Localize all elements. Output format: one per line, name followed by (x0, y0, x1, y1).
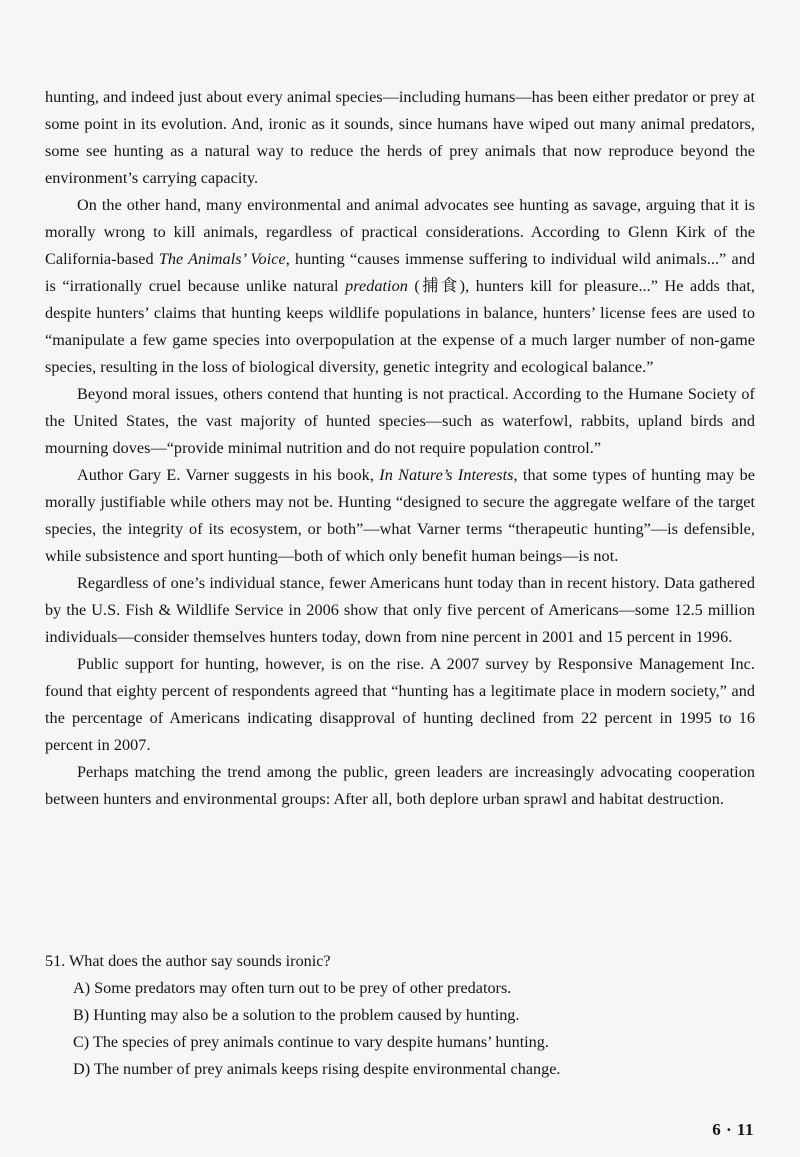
question-stem: 51. What does the author say sounds ironic? (45, 952, 331, 970)
paragraph-2 (45, 192, 755, 381)
option-b[interactable]: B) Hunting may also be a solution to the problem caused by hunting. (73, 1006, 520, 1024)
question-51 (45, 948, 755, 1083)
book-title-natures-interests: In Nature’s Interests (379, 466, 514, 484)
paragraph-4-text-a: Author Gary E. Varner suggests in his book, (77, 466, 380, 484)
option-c[interactable]: C) The species of prey animals continue to vary despite humans’ hunting. (73, 1033, 549, 1051)
term-predation: predation (345, 277, 408, 295)
page-number: 6 · 11 (712, 1120, 754, 1139)
paragraph-4 (45, 462, 755, 570)
paragraph-2-text-a: On the other hand, many environmental and animal advocates see hunting as savage, arguing that it is morally wrong to kill animals, regardless of practical considerations. According to Glenn Kirk of the California-based (45, 196, 755, 268)
paragraph-6: Public support for hunting, however, is on the rise. A 2007 survey by Responsive Management Inc. found that eighty percent of respondents agreed that “hunting has a legitimate place in modern society,” and the percentage of Americans indicating disapproval of hunting declined from 22 percent in 1995 to 16 percent in 2007. (45, 655, 755, 754)
option-d[interactable]: D) The number of prey animals keeps rising despite environmental change. (73, 1060, 561, 1078)
answer-options (45, 975, 755, 1083)
paragraph-5: Regardless of one’s individual stance, fewer Americans hunt today than in recent history. Data gathered by the U.S. Fish & Wildlife Service in 2006 show that only five percent of Americans—some 12.5 million individuals—consider themselves hunters today, down from nine percent in 2001 and 15 percent in 1996. (45, 574, 755, 646)
paragraph-2-text-b: , hunting “causes immense suffering to individual wild animals...” and is “irrationally cruel because unlike natural (45, 250, 755, 295)
option-a[interactable]: A) Some predators may often turn out to be prey of other predators. (73, 979, 512, 997)
reading-passage (45, 84, 755, 813)
paragraph-7: Perhaps matching the trend among the public, green leaders are increasingly advocating cooperation between hunters and environmental groups: After all, both deplore urban sprawl and habitat destruction. (45, 763, 755, 808)
paragraph-4-text-b: , that some types of hunting may be morally justifiable while others may not be. Hunting “designed to secure the aggregate welfare of the target species, the integrity of its ecosystem, or both”—what Varner terms “therapeutic hunting”—is defensible, while subsistence and sport hunting—both of which only benefit human beings—is not. (45, 466, 755, 565)
paragraph-2-text-c: (捕食), hunters kill for pleasure...” He adds that, despite hunters’ claims that hunting keeps wildlife populations in balance, hunters’ license fees are used to “manipulate a few game species into overpopulation at the expense of a much larger number of non-game species, resulting in the loss of biological diversity, genetic integrity and ecological balance.” (45, 277, 755, 376)
paragraph-3: Beyond moral issues, others contend that hunting is not practical. According to the Humane Society of the United States, the vast majority of hunted species—such as waterfowl, rabbits, upland birds and mourning doves—“provide minimal nutrition and do not require population control.” (45, 385, 755, 457)
book-title-animals-voice: The Animals’ Voice (158, 250, 286, 268)
paragraph-1: hunting, and indeed just about every animal species—including humans—has been either predator or prey at some point in its evolution. And, ironic as it sounds, since humans have wiped out many animal predators, some see hunting as a natural way to reduce the herds of prey animals that now reproduce beyond the environment’s carrying capacity. (45, 88, 755, 187)
